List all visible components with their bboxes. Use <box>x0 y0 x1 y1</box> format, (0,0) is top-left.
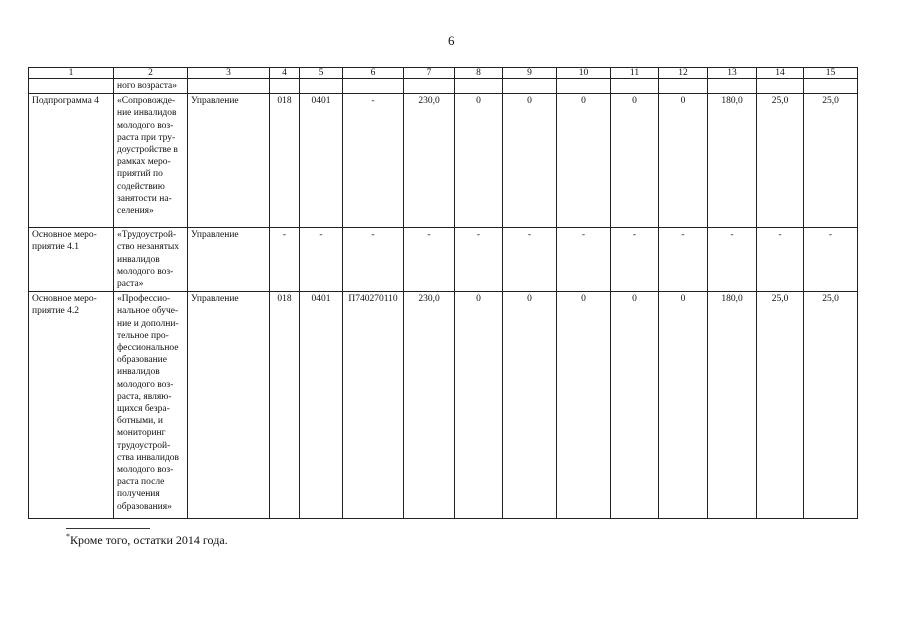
row-executor: Управление <box>188 94 270 228</box>
col-header: 2 <box>114 68 188 79</box>
continuation-row <box>29 79 858 94</box>
row-description: «Сопровожде- ние инвалидов молодого воз- раста при тру- доустройстве в рамках меро- приятий по содействию занятости на- селения» <box>114 94 188 228</box>
col-header: 10 <box>557 68 611 79</box>
row-executor: Управление <box>188 228 270 292</box>
col-header: 8 <box>455 68 503 79</box>
col-header: 5 <box>300 68 343 79</box>
col-header: 6 <box>343 68 404 79</box>
cell-c8: 0 <box>455 94 503 228</box>
cell-c8: 0 <box>455 292 503 519</box>
cell-c13: - <box>708 228 757 292</box>
col-header: 12 <box>659 68 708 79</box>
cell-c7: - <box>404 228 455 292</box>
cell-c10: - <box>557 228 611 292</box>
row-description: «Профессио- нальное обуче- ние и дополни- тельное про- фессиональное образование инвалидов молодого воз- раста, являю- щихся безра- ботными, и мониторинг трудоустрой- ства инвалидов молодого воз- раста после получения образования» <box>114 292 188 519</box>
footnote-marker: * <box>66 532 70 541</box>
row-description: «Трудоустрой- ство незанятых инвалидов молодого воз- раста» <box>114 228 188 292</box>
cell-c15: - <box>804 228 858 292</box>
table-row <box>29 292 858 519</box>
row-name: Основное меро- приятие 4.2 <box>29 292 114 519</box>
cell-c6: - <box>343 94 404 228</box>
row-name: Подпрограмма 4 <box>29 94 114 228</box>
table-row <box>29 94 858 228</box>
cell-c14: 25,0 <box>757 292 804 519</box>
cell-c4: - <box>270 228 300 292</box>
cell-c6: П740270110 <box>343 292 404 519</box>
cell-c9: 0 <box>503 292 557 519</box>
cell-c8: - <box>455 228 503 292</box>
cell-c10: 0 <box>557 292 611 519</box>
footnote <box>66 532 228 548</box>
continuation-text: ного возраста» <box>114 79 188 94</box>
col-header: 1 <box>29 68 114 79</box>
col-header: 7 <box>404 68 455 79</box>
col-header: 13 <box>708 68 757 79</box>
cell-c4: 018 <box>270 94 300 228</box>
row-executor: Управление <box>188 292 270 519</box>
cell-c11: - <box>611 228 659 292</box>
footnote-text: Кроме того, остатки 2014 года. <box>70 533 228 547</box>
col-header: 9 <box>503 68 557 79</box>
row-name: Основное меро- приятие 4.1 <box>29 228 114 292</box>
cell-c9: - <box>503 228 557 292</box>
cell-c13: 180,0 <box>708 292 757 519</box>
cell-c12: 0 <box>659 292 708 519</box>
table-row <box>29 228 858 292</box>
cell-c15: 25,0 <box>804 292 858 519</box>
cell-c7: 230,0 <box>404 94 455 228</box>
cell-c5: - <box>300 228 343 292</box>
cell-c10: 0 <box>557 94 611 228</box>
page-number: 6 <box>448 33 455 48</box>
cell-c13: 180,0 <box>708 94 757 228</box>
cell-c11: 0 <box>611 292 659 519</box>
cell-c7: 230,0 <box>404 292 455 519</box>
col-header: 3 <box>188 68 270 79</box>
cell-c6: - <box>343 228 404 292</box>
cell-c5: 0401 <box>300 292 343 519</box>
col-header: 4 <box>270 68 300 79</box>
cell-c12: - <box>659 228 708 292</box>
col-header: 11 <box>611 68 659 79</box>
footnote-separator <box>66 528 150 529</box>
cell-c11: 0 <box>611 94 659 228</box>
cell-c12: 0 <box>659 94 708 228</box>
column-number-row <box>29 68 858 79</box>
cell-c14: - <box>757 228 804 292</box>
col-header: 14 <box>757 68 804 79</box>
program-table <box>28 67 858 519</box>
cell-c5: 0401 <box>300 94 343 228</box>
cell-c9: 0 <box>503 94 557 228</box>
cell-c15: 25,0 <box>804 94 858 228</box>
cell-c14: 25,0 <box>757 94 804 228</box>
cell-c4: 018 <box>270 292 300 519</box>
col-header: 15 <box>804 68 858 79</box>
